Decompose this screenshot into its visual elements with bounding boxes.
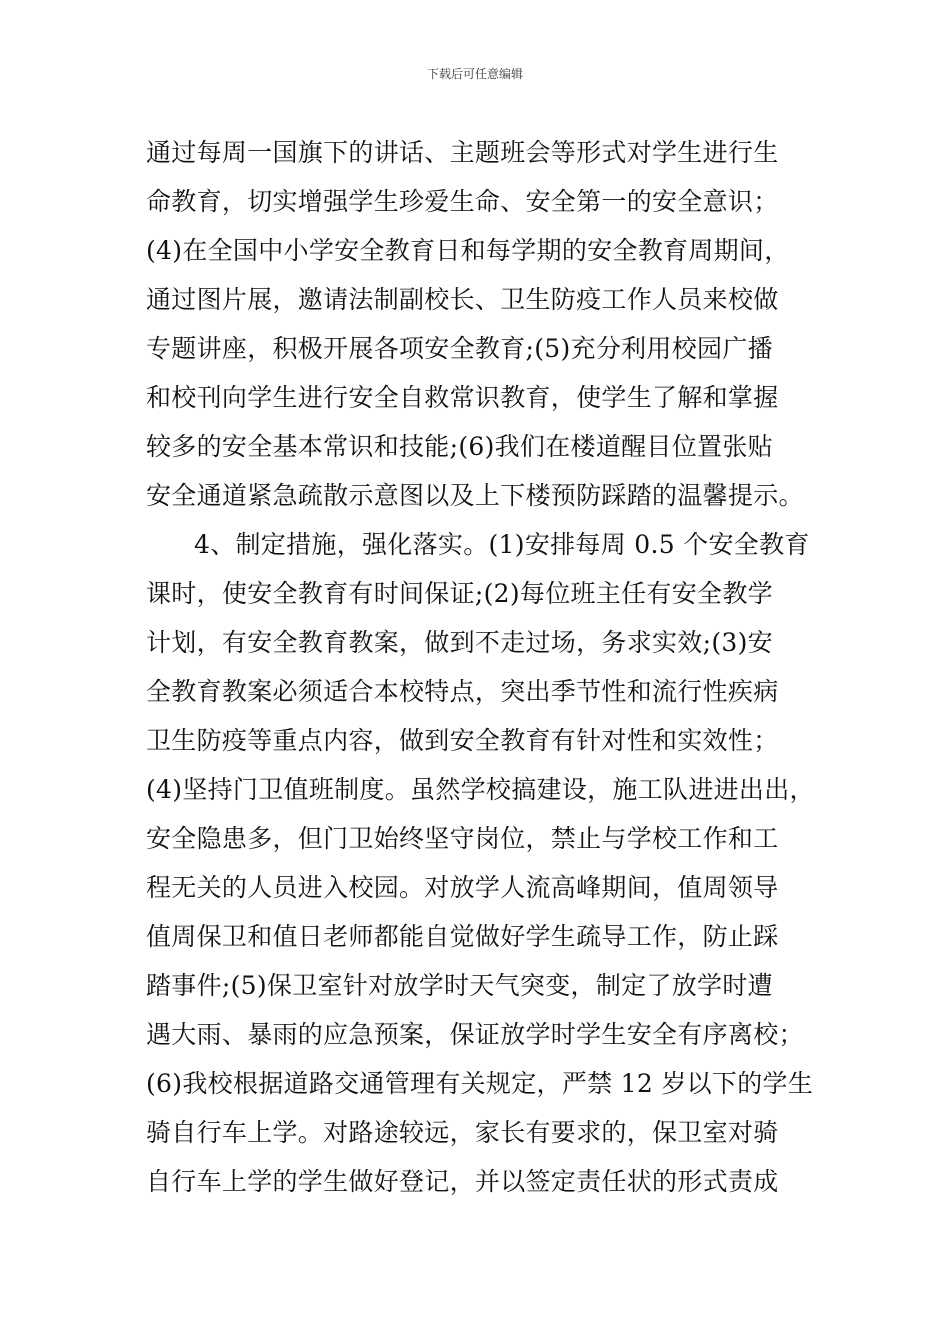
text-line: (6)我校根据道路交通管理有关规定，严禁 12 岁以下的学生 bbox=[146, 1069, 814, 1098]
text-line: 计划，有安全教育教案，做到不走过场，务求实效;(3)安 bbox=[146, 628, 773, 657]
text-line: 踏事件;(5)保卫室针对放学时天气突变，制定了放学时遭 bbox=[146, 971, 773, 1000]
text-line: 遇大雨、暴雨的应急预案，保证放学时学生安全有序离校； bbox=[146, 1020, 804, 1049]
text-line: (4)坚持门卫值班制度。虽然学校搞建设，施工队进进出出， bbox=[146, 775, 815, 804]
paragraph-start-line: 4、制定措施，强化落实。(1)安排每周 0.5 个安全教育 bbox=[194, 530, 810, 559]
text-line: 卫生防疫等重点内容，做到安全教育有针对性和实效性； bbox=[146, 726, 779, 755]
text-line: 命教育，切实增强学生珍爱生命、安全第一的安全意识； bbox=[146, 187, 779, 216]
page-header: 下载后可任意编辑 bbox=[426, 67, 523, 81]
text-line: 和校刊向学生进行安全自救常识教育，使学生了解和掌握 bbox=[146, 383, 779, 412]
text-line: 骑自行车上学。对路途较远，家长有要求的，保卫室对骑 bbox=[146, 1118, 779, 1147]
text-line: 全教育教案必须适合本校特点，突出季节性和流行性疾病 bbox=[146, 677, 779, 706]
text-line: 安全通道紧急疏散示意图以及上下楼预防踩踏的温馨提示。 bbox=[146, 481, 804, 510]
text-line: 通过图片展，邀请法制副校长、卫生防疫工作人员来校做 bbox=[146, 285, 779, 314]
text-line: 值周保卫和值日老师都能自觉做好学生疏导工作，防止踩 bbox=[146, 922, 779, 951]
text-line: 专题讲座，积极开展各项安全教育;(5)充分利用校园广播 bbox=[146, 334, 773, 363]
text-line: 程无关的人员进入校园。对放学人流高峰期间，值周领导 bbox=[146, 873, 779, 902]
text-line: (4)在全国中小学安全教育日和每学期的安全教育周期间， bbox=[146, 236, 790, 265]
body-text bbox=[146, 128, 836, 1206]
text-line: 课时，使安全教育有时间保证;(2)每位班主任有安全教学 bbox=[146, 579, 773, 608]
text-line: 较多的安全基本常识和技能;(6)我们在楼道醒目位置张贴 bbox=[146, 432, 773, 461]
text-line: 自行车上学的学生做好登记，并以签定责任状的形式责成 bbox=[146, 1167, 779, 1196]
text-line: 通过每周一国旗下的讲话、主题班会等形式对学生进行生 bbox=[146, 138, 779, 167]
text-line: 安全隐患多，但门卫始终坚守岗位，禁止与学校工作和工 bbox=[146, 824, 779, 853]
